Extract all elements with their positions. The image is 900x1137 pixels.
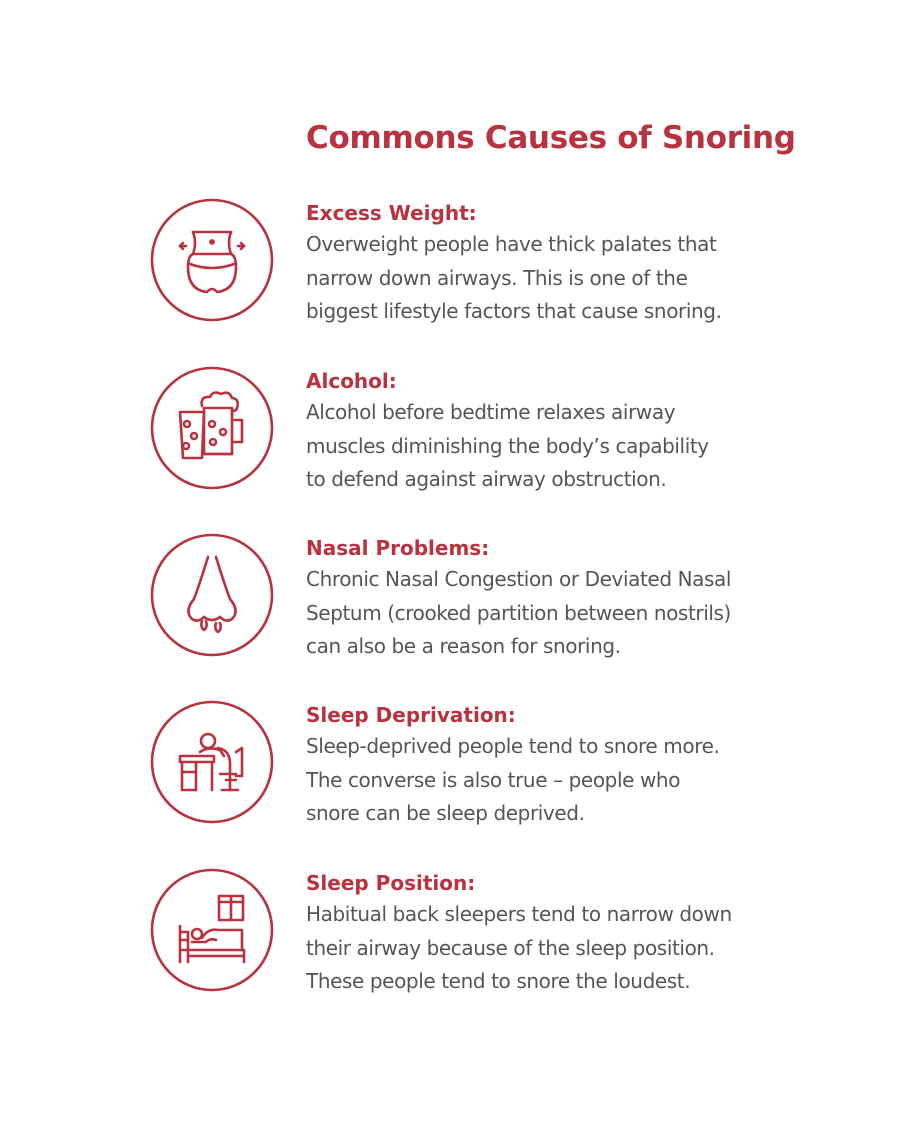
beer-icon bbox=[150, 366, 274, 490]
description-line: biggest lifestyle factors that cause snoring. bbox=[306, 299, 722, 323]
page-title: Commons Causes of Snoring bbox=[306, 120, 796, 156]
cause-heading: Sleep Deprivation: bbox=[306, 703, 516, 727]
description-line: The converse is also true – people who bbox=[306, 767, 681, 792]
description-line: Overweight people have thick palates that bbox=[306, 232, 717, 256]
description-line: narrow down airways. This is one of the bbox=[306, 265, 688, 290]
cause-nasal-problems bbox=[150, 533, 770, 663]
description-line: snore can be sleep deprived. bbox=[306, 801, 585, 825]
description-line: Sleep-deprived people tend to snore more. bbox=[306, 734, 720, 758]
bed-sleeper-icon bbox=[150, 868, 274, 992]
cause-heading: Alcohol: bbox=[306, 369, 397, 393]
description-line: can also be a reason for snoring. bbox=[306, 634, 621, 658]
description-line: Septum (crooked partition between nostrils) bbox=[306, 600, 731, 625]
cause-description bbox=[306, 228, 776, 329]
cause-description bbox=[306, 563, 776, 664]
cause-heading: Excess Weight: bbox=[306, 201, 477, 225]
description-line: their airway because of the sleep position. bbox=[306, 935, 715, 960]
cause-sleep-position bbox=[150, 868, 770, 998]
cause-heading: Sleep Position: bbox=[306, 871, 476, 895]
cause-sleep-deprivation bbox=[150, 700, 770, 830]
description-line: muscles diminishing the body’s capability bbox=[306, 433, 709, 458]
cause-description bbox=[306, 730, 776, 831]
description-line: Alcohol before bedtime relaxes airway bbox=[306, 400, 676, 424]
tired-person-desk-icon bbox=[150, 700, 274, 824]
nose-icon bbox=[150, 533, 274, 657]
description-line: to defend against airway obstruction. bbox=[306, 467, 667, 491]
cause-description bbox=[306, 396, 776, 497]
cause-alcohol bbox=[150, 366, 770, 496]
description-line: Habitual back sleepers tend to narrow down bbox=[306, 902, 732, 926]
description-line: Chronic Nasal Congestion or Deviated Nasal bbox=[306, 567, 732, 591]
cause-heading: Nasal Problems: bbox=[306, 536, 490, 560]
cause-description bbox=[306, 898, 776, 999]
waist-icon bbox=[150, 198, 274, 322]
description-line: These people tend to snore the loudest. bbox=[306, 969, 691, 993]
cause-excess-weight bbox=[150, 198, 770, 328]
